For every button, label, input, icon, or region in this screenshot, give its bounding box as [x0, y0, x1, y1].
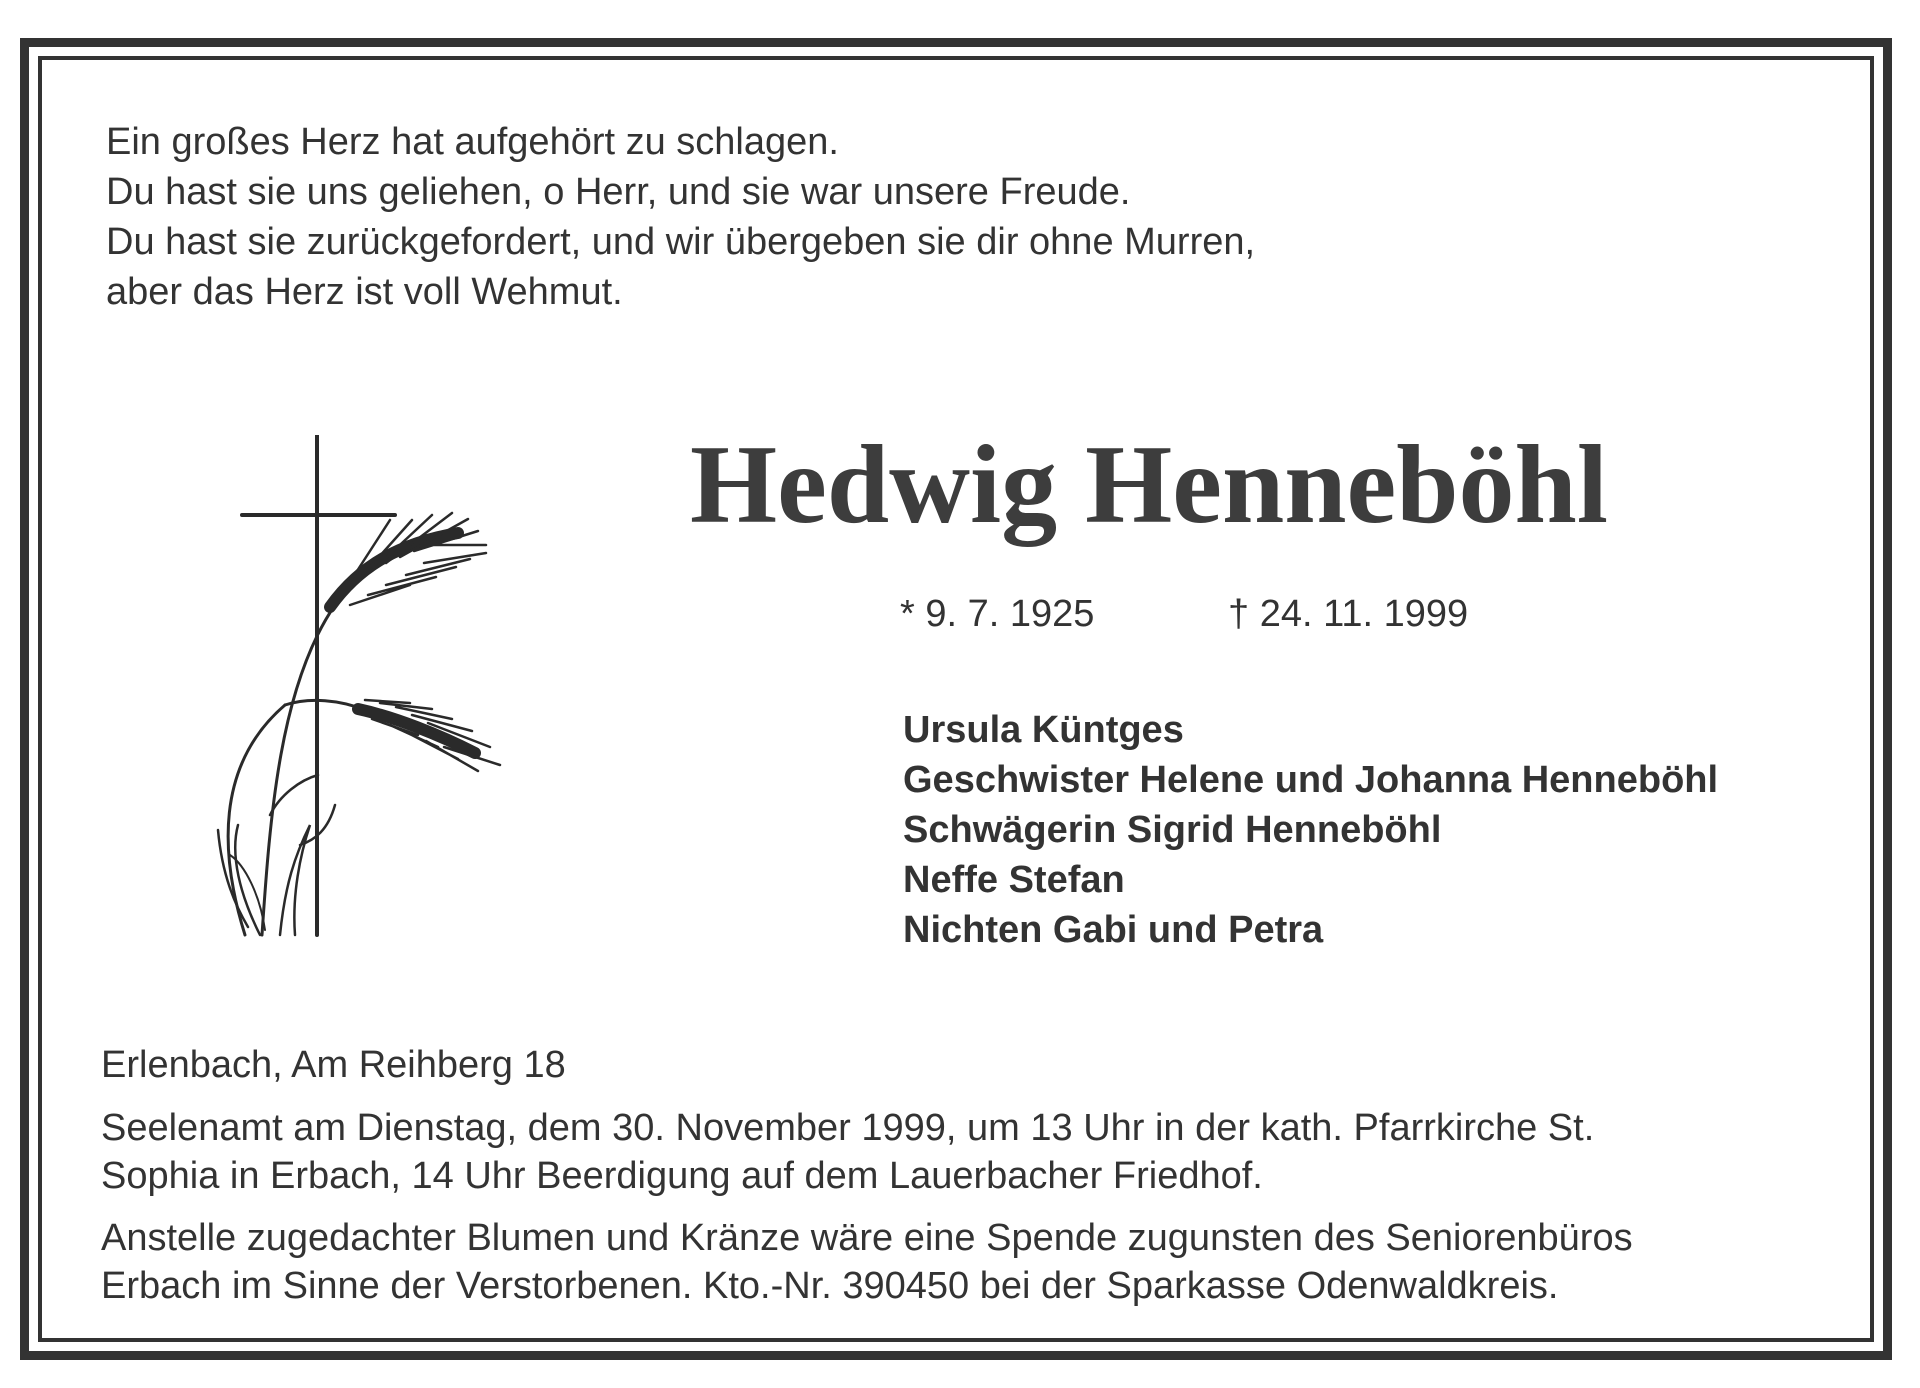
poem-verse	[106, 117, 1255, 317]
service-line: Sophia in Erbach, 14 Uhr Beerdigung auf dem Lauerbacher Friedhof.	[101, 1155, 1263, 1197]
service-line: Seelenamt am Dienstag, dem 30. November 1999, um 13 Uhr in der kath. Pfarrkirche St.	[101, 1107, 1595, 1149]
service-notice	[101, 1104, 1821, 1200]
cross-with-wheat-icon	[200, 435, 530, 945]
poem-line: Du hast sie zurückgefordert, und wir übergeben sie dir ohne Murren,	[106, 221, 1256, 263]
mourner-name: Nichten Gabi und Petra	[903, 909, 1324, 951]
donation-line: Erbach im Sinne der Verstorbenen. Kto.-Nr. 390450 bei der Sparkasse Odenwaldkreis.	[101, 1265, 1559, 1307]
mourners-list	[903, 705, 1718, 955]
deceased-name: Hedwig Henneböhl	[690, 423, 1608, 547]
poem-line: Du hast sie uns geliehen, o Herr, und sie war unsere Freude.	[106, 171, 1131, 213]
mourner-name: Neffe Stefan	[903, 859, 1125, 901]
poem-line: Ein großes Herz hat aufgehört zu schlagen.	[106, 121, 839, 163]
donation-notice	[101, 1214, 1821, 1310]
mourner-name: Ursula Küntges	[903, 709, 1184, 751]
address-line: Erlenbach, Am Reihberg 18	[101, 1044, 566, 1086]
poem-line: aber das Herz ist voll Wehmut.	[106, 271, 623, 313]
mourner-name: Geschwister Helene und Johanna Henneböhl	[903, 759, 1719, 801]
death-date: † 24. 11. 1999	[1228, 593, 1469, 635]
mourner-name: Schwägerin Sigrid Henneböhl	[903, 809, 1442, 851]
donation-line: Anstelle zugedachter Blumen und Kränze wäre eine Spende zugunsten des Seniorenbüros	[101, 1217, 1633, 1259]
birth-date: * 9. 7. 1925	[900, 593, 1095, 635]
